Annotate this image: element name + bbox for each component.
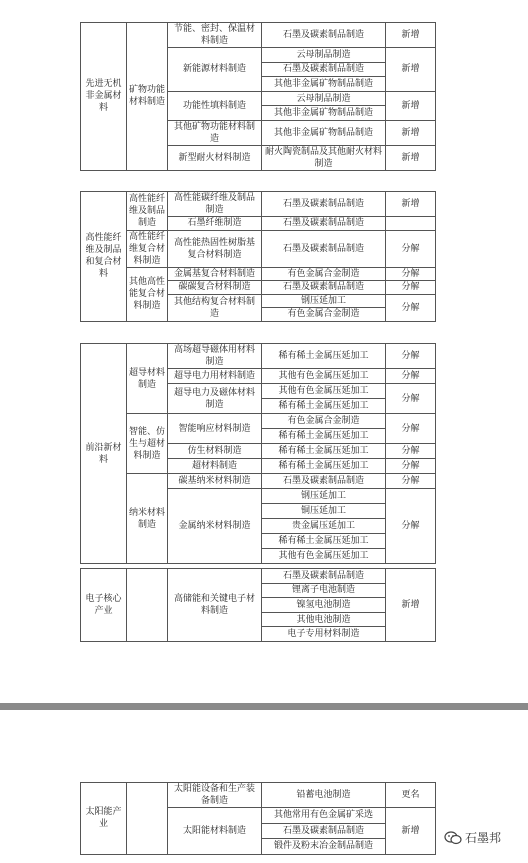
industry-code-cell: 石墨及碳素制品制造 xyxy=(262,569,386,584)
industry-code-cell: 铅蓄电池制造 xyxy=(262,783,386,808)
industry-code-cell: 稀有稀土金属压延加工 xyxy=(262,534,386,549)
industry-code-cell: 电子专用材料制造 xyxy=(262,627,386,642)
industry-code-cell: 钢压延加工 xyxy=(262,489,386,504)
table-row xyxy=(81,23,436,48)
table-row xyxy=(81,783,436,808)
industry-code-cell: 其他非金属矿物制品制造 xyxy=(262,77,386,92)
industry-code-cell: 石墨及碳素制品制造 xyxy=(262,230,386,267)
subcategory-cell xyxy=(127,569,168,642)
status-cell: 分解 xyxy=(386,414,436,444)
status-cell: 新增 xyxy=(386,48,436,92)
item-name-cell: 高场超导磁体用材料制造 xyxy=(168,344,262,369)
industry-code-cell: 锂离子电池制造 xyxy=(262,583,386,598)
industry-code-cell: 石墨及碳素制品制造 xyxy=(262,23,386,48)
status-cell: 新增 xyxy=(386,120,436,145)
subcategory-cell: 纳米材料制造 xyxy=(127,474,168,564)
status-cell: 分解 xyxy=(386,444,436,459)
industry-code-cell: 铜压延加工 xyxy=(262,504,386,519)
status-cell: 新增 xyxy=(386,808,436,855)
status-cell: 新增 xyxy=(386,145,436,170)
industry-cell: 电子核心产业 xyxy=(81,569,127,642)
item-name-cell: 超材料制造 xyxy=(168,459,262,474)
industry-code-cell: 锻件及粉末冶金制品制造 xyxy=(262,839,386,855)
industry-code-cell: 其他有色金属压延加工 xyxy=(262,384,386,399)
industry-code-cell: 云母制品制造 xyxy=(262,48,386,63)
wechat-icon xyxy=(444,831,462,845)
status-cell: 新增 xyxy=(386,23,436,48)
status-cell: 分解 xyxy=(386,384,436,414)
industry-code-cell: 有色金属合金制造 xyxy=(262,414,386,429)
item-name-cell: 太阳能设备和生产装备制造 xyxy=(168,783,262,808)
table-row xyxy=(81,569,436,584)
item-name-cell: 功能性填料制造 xyxy=(168,91,262,120)
item-name-cell: 高储能和关键电子材料制造 xyxy=(168,569,262,642)
item-name-cell: 其他结构复合材料制造 xyxy=(168,294,262,321)
industry-code-cell: 镍氢电池制造 xyxy=(262,598,386,613)
item-name-cell: 仿生材料制造 xyxy=(168,444,262,459)
industry-code-cell: 石墨及碳素制品制造 xyxy=(262,474,386,489)
page-divider xyxy=(0,703,528,710)
industry-code-cell: 稀有稀土金属压延加工 xyxy=(262,444,386,459)
subcategory-cell: 高性能纤维及制品制造 xyxy=(127,192,168,231)
table-row xyxy=(81,230,436,267)
item-name-cell: 金属纳米材料制造 xyxy=(168,489,262,564)
industry-code-cell: 其他非金属矿物制品制造 xyxy=(262,106,386,121)
industry-code-cell: 贵金属压延加工 xyxy=(262,519,386,534)
status-cell: 分解 xyxy=(386,281,436,295)
status-cell: 分解 xyxy=(386,230,436,267)
classification-table xyxy=(80,343,436,564)
item-name-cell: 智能响应材料制造 xyxy=(168,414,262,444)
item-name-cell: 其他矿物功能材料制造 xyxy=(168,120,262,145)
industry-code-cell: 石墨及碳素制品制造 xyxy=(262,192,386,217)
item-name-cell: 新型耐火材料制造 xyxy=(168,145,262,170)
table-row xyxy=(81,344,436,369)
industry-code-cell: 其他电池制造 xyxy=(262,612,386,627)
table-row xyxy=(81,414,436,429)
item-name-cell: 太阳能材料制造 xyxy=(168,808,262,855)
status-cell: 新增 xyxy=(386,91,436,120)
industry-cell: 前沿新材料 xyxy=(81,344,127,564)
industry-code-cell: 耐火陶瓷制品及其他耐火材料制造 xyxy=(262,145,386,170)
industry-code-cell: 钢压延加工 xyxy=(262,294,386,308)
status-cell: 分解 xyxy=(386,459,436,474)
industry-code-cell: 石墨及碳素制品制造 xyxy=(262,823,386,839)
subcategory-cell: 高性能纤维复合材料制造 xyxy=(127,230,168,267)
classification-table xyxy=(80,22,436,171)
watermark xyxy=(444,829,501,846)
item-name-cell: 金属基复合材料制造 xyxy=(168,267,262,281)
status-cell: 更名 xyxy=(386,783,436,808)
industry-code-cell: 石墨及碳素制品制造 xyxy=(262,62,386,77)
industry-code-cell: 其他有色金属压延加工 xyxy=(262,549,386,564)
watermark-text: 石墨邦 xyxy=(465,831,502,845)
status-cell: 分解 xyxy=(386,294,436,321)
industry-code-cell: 云母制品制造 xyxy=(262,91,386,106)
industry-code-cell: 稀有稀土金属压延加工 xyxy=(262,344,386,369)
industry-cell: 高性能纤维及制品和复合材料 xyxy=(81,192,127,322)
item-name-cell: 高性能碳纤维及制品制造 xyxy=(168,192,262,217)
status-cell xyxy=(386,217,436,231)
industry-code-cell: 稀有稀土金属压延加工 xyxy=(262,399,386,414)
industry-cell: 先进无机非金属材料 xyxy=(81,23,127,171)
item-name-cell: 节能、密封、保温材料制造 xyxy=(168,23,262,48)
status-cell: 分解 xyxy=(386,267,436,281)
industry-cell: 太阳能产业 xyxy=(81,783,127,855)
classification-table xyxy=(80,782,436,855)
table-row xyxy=(81,192,436,217)
status-cell: 分解 xyxy=(386,369,436,384)
subcategory-cell: 其他高性能复合材料制造 xyxy=(127,267,168,321)
status-cell: 分解 xyxy=(386,489,436,564)
item-name-cell: 新能源材料制造 xyxy=(168,48,262,92)
industry-code-cell: 有色金属合金制造 xyxy=(262,267,386,281)
subcategory-cell: 超导材料制造 xyxy=(127,344,168,414)
classification-table xyxy=(80,568,436,642)
subcategory-cell: 矿物功能材料制造 xyxy=(127,23,168,171)
status-cell: 分解 xyxy=(386,474,436,489)
item-name-cell: 碳碳复合材料制造 xyxy=(168,281,262,295)
status-cell: 新增 xyxy=(386,192,436,217)
table-row xyxy=(81,474,436,489)
industry-code-cell: 其他常用有色金属矿采选 xyxy=(262,808,386,824)
industry-code-cell: 有色金属合金制造 xyxy=(262,308,386,322)
status-cell: 分解 xyxy=(386,344,436,369)
subcategory-cell xyxy=(127,783,168,855)
item-name-cell: 碳基纳米材料制造 xyxy=(168,474,262,489)
industry-code-cell: 其他非金属矿物制品制造 xyxy=(262,120,386,145)
industry-code-cell: 稀有稀土金属压延加工 xyxy=(262,429,386,444)
item-name-cell: 高性能热固性树脂基复合材料制造 xyxy=(168,230,262,267)
item-name-cell: 超导电力及磁体材料制造 xyxy=(168,384,262,414)
industry-code-cell: 石墨及碳素制品制造 xyxy=(262,217,386,231)
industry-code-cell: 石墨及碳素制品制造 xyxy=(262,281,386,295)
industry-code-cell: 稀有稀土金属压延加工 xyxy=(262,459,386,474)
table-row xyxy=(81,267,436,281)
industry-code-cell: 其他有色金属压延加工 xyxy=(262,369,386,384)
status-cell: 新增 xyxy=(386,569,436,642)
subcategory-cell: 智能、仿生与超材料制造 xyxy=(127,414,168,474)
item-name-cell: 石墨纤维制造 xyxy=(168,217,262,231)
item-name-cell: 超导电力用材料制造 xyxy=(168,369,262,384)
classification-table xyxy=(80,191,436,322)
